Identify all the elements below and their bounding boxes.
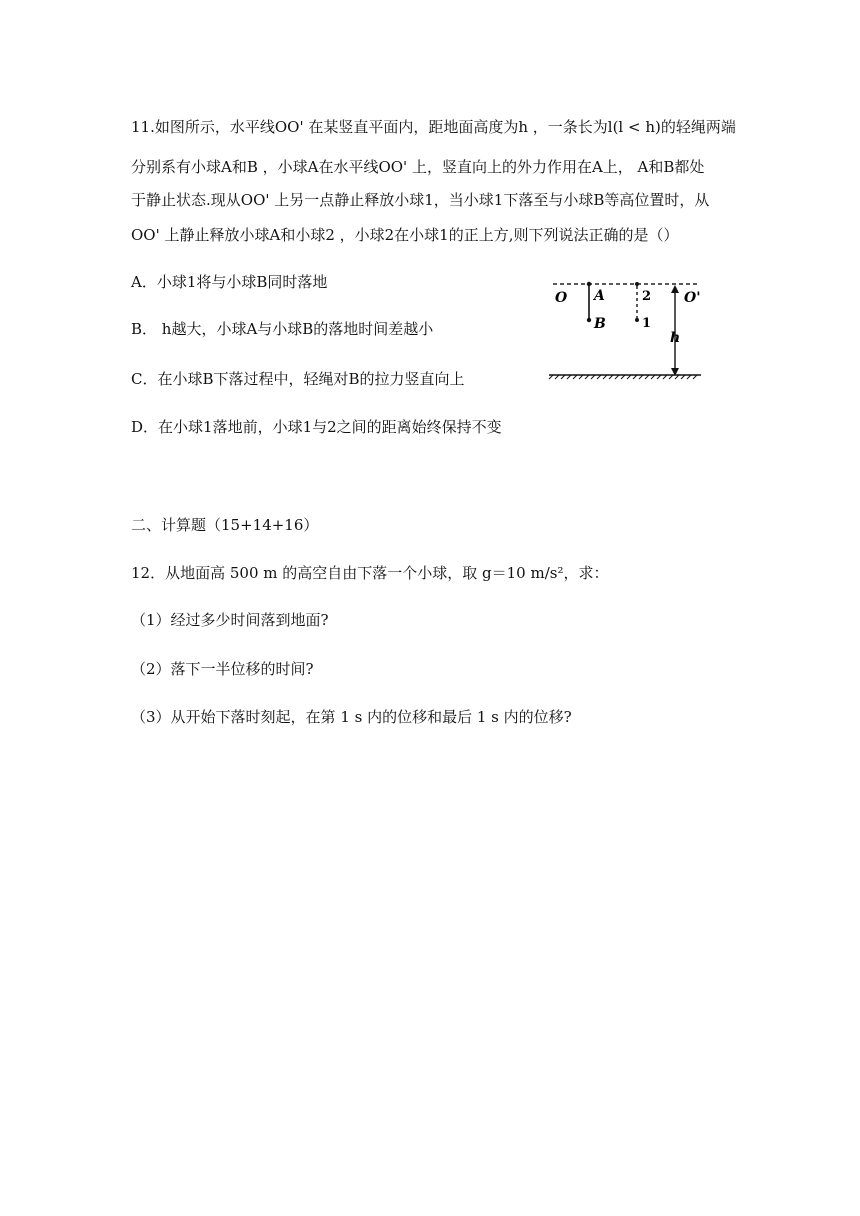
q12-stem: 12．从地面高 500 m 的高空自由下落一个小球，取 g＝10 m/s²，求： [131,564,609,582]
label-h: h [670,330,681,346]
q12-part-3: （3）从开始下落时刻起，在第 1 s 内的位移和最后 1 s 内的位移? [131,708,572,726]
option-b: B． h越大，小球A与小球B的落地时间差越小 [131,320,434,338]
option-d: D．在小球1落地前，小球1与2之间的距离始终保持不变 [131,418,502,436]
q12-part-2: （2）落下一半位移的时间? [131,660,314,678]
ball-b [587,318,591,322]
q11-line-2: 分别系有小球A和B ，小球A在水平线OO' 上，竖直向上的外力作用在A上， A和B都处 [131,158,705,176]
option-a: A．小球1将与小球B同时落地 [131,273,328,291]
q11-line-3: 于静止状态.现从OO' 上另一点静止释放小球1，当小球1下落至与小球B等高位置时，从 [131,191,710,209]
ball-1 [635,318,639,322]
label-1: 1 [642,316,652,331]
option-c: C．在小球B下落过程中，轻绳对B的拉力竖直向上 [131,370,465,388]
label-o: O [555,290,568,306]
q11-line-1: 11.如图所示，水平线OO' 在某竖直平面内，距地面高度为h ，一条长为l(l < h)的轻绳两端 [131,118,736,136]
label-o-prime: O' [684,290,701,306]
q11-line-4: OO' 上静止释放小球A和小球2 ，小球2在小球1的正上方,则下列说法正确的是（） [131,226,679,244]
label-a: A [594,288,605,304]
section-title: 二、计算题（15+14+16） [131,516,319,534]
ball-2 [635,282,639,286]
physics-figure [545,276,705,380]
label-b: B [594,316,606,332]
arrow-head-up [671,285,679,293]
label-2: 2 [642,289,652,304]
q12-part-1: （1）经过多少时间落到地面? [131,611,329,629]
